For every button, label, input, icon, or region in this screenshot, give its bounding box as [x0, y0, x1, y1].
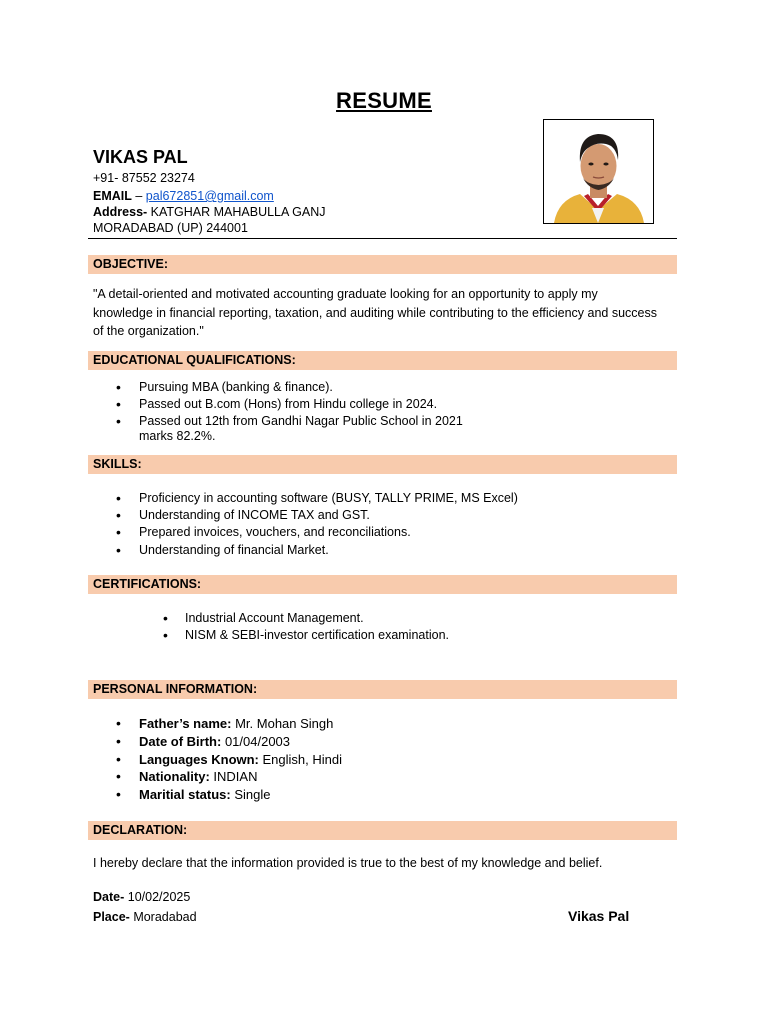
field-value: English, Hindi — [258, 751, 342, 767]
list-item: • Proficiency in accounting software (BUSY, TALLY PRIME, MS Excel) — [93, 490, 518, 507]
candidate-name: VIKAS PAL — [93, 147, 188, 167]
objective-heading: OBJECTIVE: — [88, 255, 677, 274]
field-value: INDIAN — [209, 769, 258, 785]
certifications-list — [93, 610, 449, 644]
education-heading: EDUCATIONAL QUALIFICATIONS: — [88, 351, 677, 370]
field-value: Single — [230, 787, 271, 803]
declaration-text: I hereby declare that the information provided is true to the best of my knowledge and belief. — [93, 856, 603, 870]
education-marks: marks 82.2%. — [139, 429, 216, 443]
list-item: • NISM & SEBI-investor certification examination. — [93, 627, 449, 644]
list-item: • Passed out 12th from Gandhi Nagar Public School in 2021 — [93, 413, 463, 430]
list-item — [93, 733, 342, 751]
objective-text: "A detail-oriented and motivated accounting graduate looking for an opportunity to apply my knowledge in financial reporting, taxation, and auditing while contributing to the efficiency and success of the organization." — [93, 287, 658, 338]
email-label: EMAIL — [93, 189, 132, 203]
personal-info-list — [93, 715, 342, 804]
field-label: Nationality: — [139, 769, 210, 785]
field-label: Date of Birth: — [139, 733, 222, 749]
place-value: Moradabad — [129, 910, 197, 924]
field-value: Mr. Mohan Singh — [231, 716, 334, 731]
list-item: • Pursuing MBA (banking & finance). — [93, 379, 463, 396]
place-line — [93, 910, 197, 924]
email-separator: – — [131, 189, 146, 203]
profile-photo — [543, 119, 654, 224]
field-label: Father’s name: — [139, 716, 232, 731]
certifications-heading: CERTIFICATIONS: — [88, 575, 677, 594]
person-photo-icon — [544, 120, 653, 223]
date-line — [93, 890, 190, 904]
list-item: • Understanding of INCOME TAX and GST. — [93, 507, 518, 524]
list-item — [93, 768, 342, 786]
list-item: • Prepared invoices, vouchers, and reconciliations. — [93, 524, 518, 541]
list-item — [93, 715, 342, 733]
address-label: Address- — [93, 205, 148, 219]
address-line-2: MORADABAD (UP) 244001 — [93, 221, 248, 235]
address-line-1 — [93, 205, 325, 219]
field-label: Languages Known: — [139, 751, 259, 767]
list-item: • Understanding of financial Market. — [93, 542, 518, 559]
list-item — [93, 751, 342, 769]
list-item: • Industrial Account Management. — [93, 610, 449, 627]
date-value: 10/02/2025 — [124, 890, 191, 904]
declaration-heading: DECLARATION: — [88, 821, 677, 840]
list-item — [93, 786, 342, 804]
header-divider — [88, 238, 677, 239]
education-list — [93, 379, 463, 431]
phone-number: +91- 87552 23274 — [93, 171, 195, 185]
field-value: 01/04/2003 — [221, 733, 291, 749]
signature-name: Vikas Pal — [568, 908, 630, 924]
place-label: Place- — [93, 910, 130, 924]
skills-list — [93, 490, 518, 559]
personal-info-heading: PERSONAL INFORMATION: — [88, 680, 677, 699]
list-item: • Passed out B.com (Hons) from Hindu college in 2024. — [93, 396, 463, 413]
field-label: Maritial status: — [139, 787, 231, 803]
date-label: Date- — [93, 890, 125, 904]
email-link[interactable]: pal672851@gmail.com — [145, 189, 274, 203]
email-line — [93, 189, 274, 203]
document-title: RESUME — [336, 88, 432, 113]
skills-heading: SKILLS: — [88, 455, 677, 474]
address-value-1: KATGHAR MAHABULLA GANJ — [147, 205, 326, 219]
